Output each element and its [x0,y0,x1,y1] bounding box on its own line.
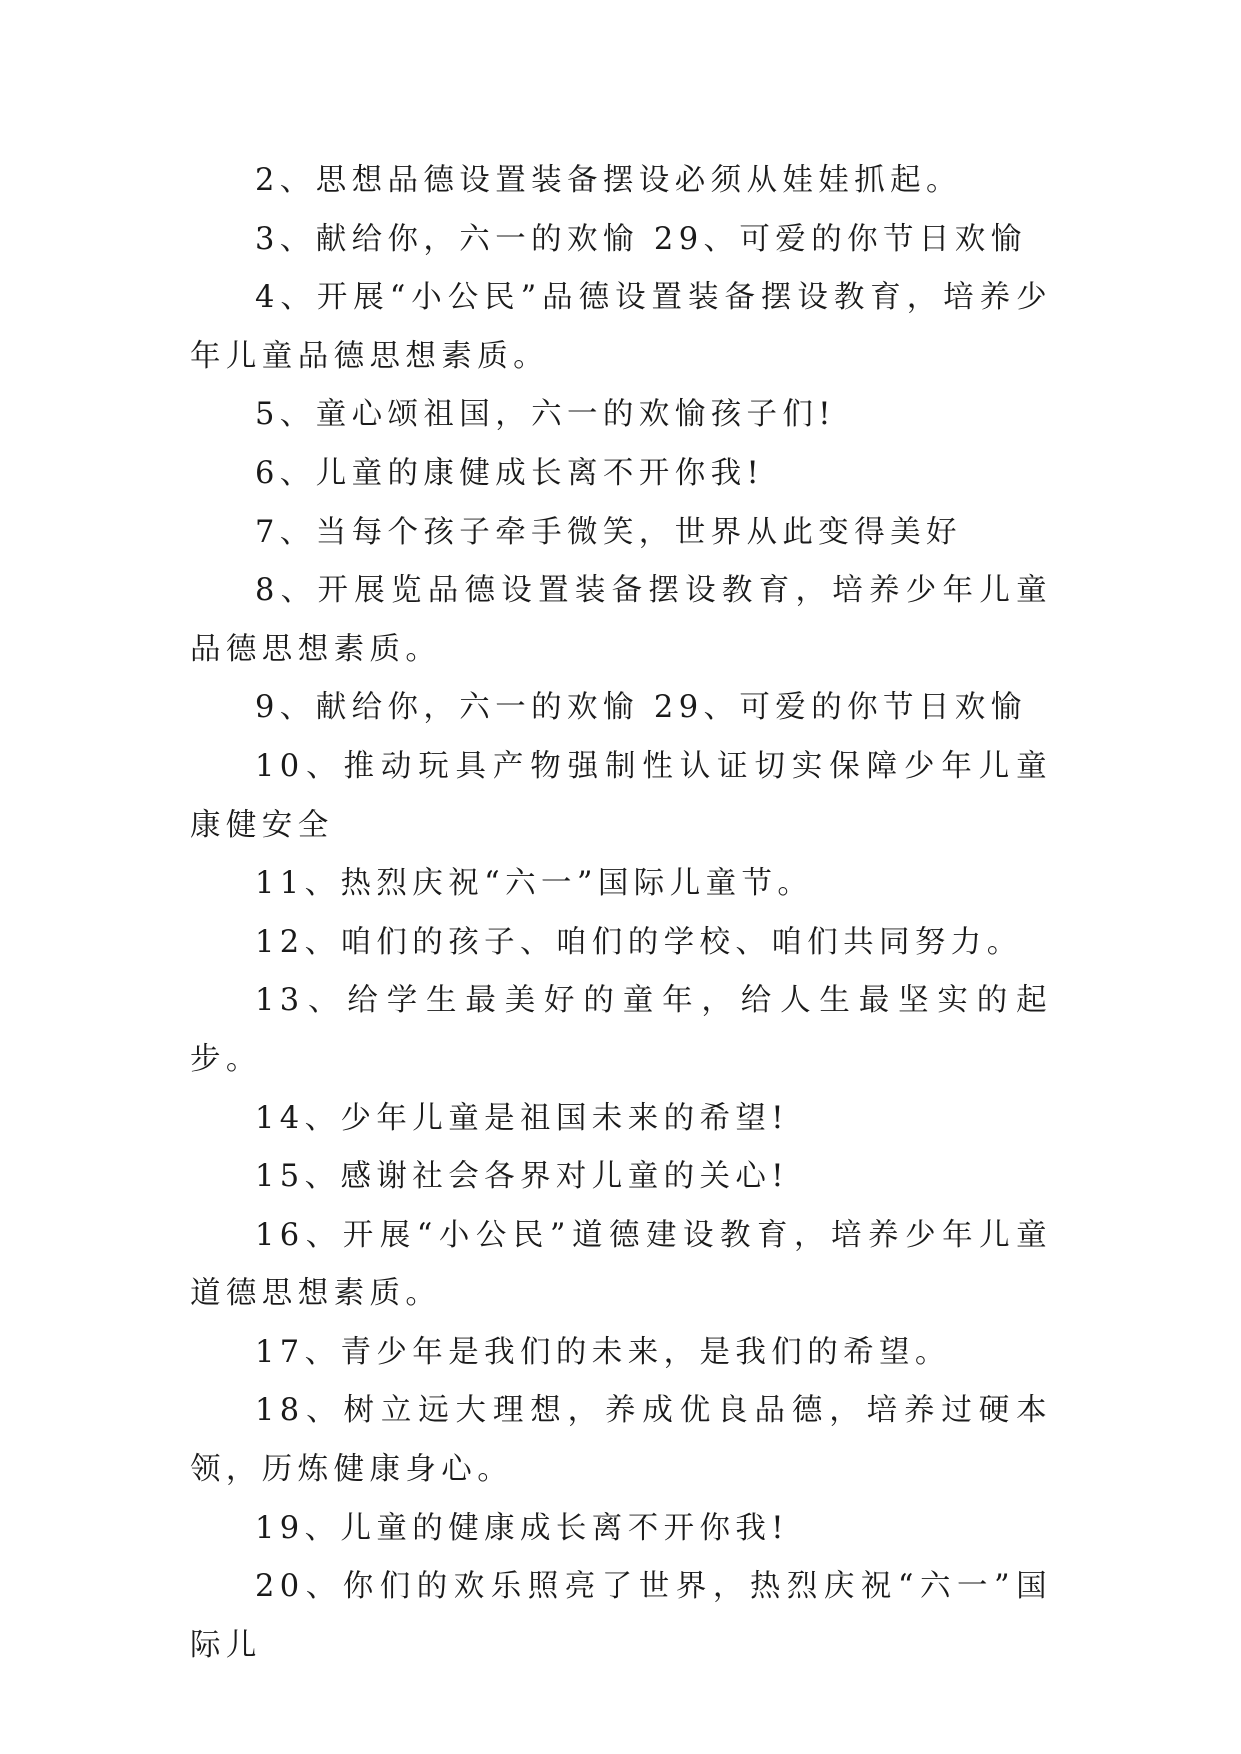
paragraph-5: 5、童心颂祖国，六一的欢愉孩子们! [255,397,836,433]
paragraph-16: 16、开展“小公民”道德建设教育，培养少年儿童道德思想素质。 [190,1217,1052,1312]
paragraph-20: 20、你们的欢乐照亮了世界，热烈庆祝“六一”国际儿 [190,1569,1052,1663]
paragraph-10: 10、推动玩具产物强制性认证切实保障少年儿童康健安全 [190,748,1052,843]
paragraph-7: 7、当每个孩子牵手微笑，世界从此变得美好 [255,514,962,550]
paragraph-2: 2、思想品德设置装备摆设必须从娃娃抓起。 [255,163,962,198]
paragraph-19: 19、儿童的健康成长离不开你我! [255,1510,789,1546]
paragraph-4: 4、开展“小公民”品德设置装备摆设教育，培养少年儿童品德思想素质。 [190,280,1052,374]
paragraph-14: 14、少年儿童是祖国未来的希望! [255,1100,789,1136]
paragraph-3: 3、献给你，六一的欢愉 29、可爱的你节日欢愉 [255,221,1027,257]
paragraph-18: 18、树立远大理想，养成优良品德，培养过硬本领，历炼健康身心。 [190,1393,1052,1488]
paragraph-13: 13、给学生最美好的童年，给人生最坚实的起步。 [190,983,1052,1077]
paragraph-8: 8、开展览品德设置装备摆设教育，培养少年儿童品德思想素质。 [190,573,1052,667]
paragraph-12: 12、咱们的孩子、咱们的学校、咱们共同努力。 [255,924,1023,960]
paragraph-9: 9、献给你，六一的欢愉 29、可爱的你节日欢愉 [255,690,1027,726]
paragraph-15: 15、感谢社会各界对儿童的关心! [255,1159,789,1195]
paragraph-11: 11、热烈庆祝“六一”国际儿童节。 [255,866,814,902]
paragraph-17: 17、青少年是我们的未来，是我们的希望。 [255,1334,951,1370]
paragraph-6: 6、儿童的康健成长离不开你我! [255,455,765,491]
document-body [190,152,1052,1675]
